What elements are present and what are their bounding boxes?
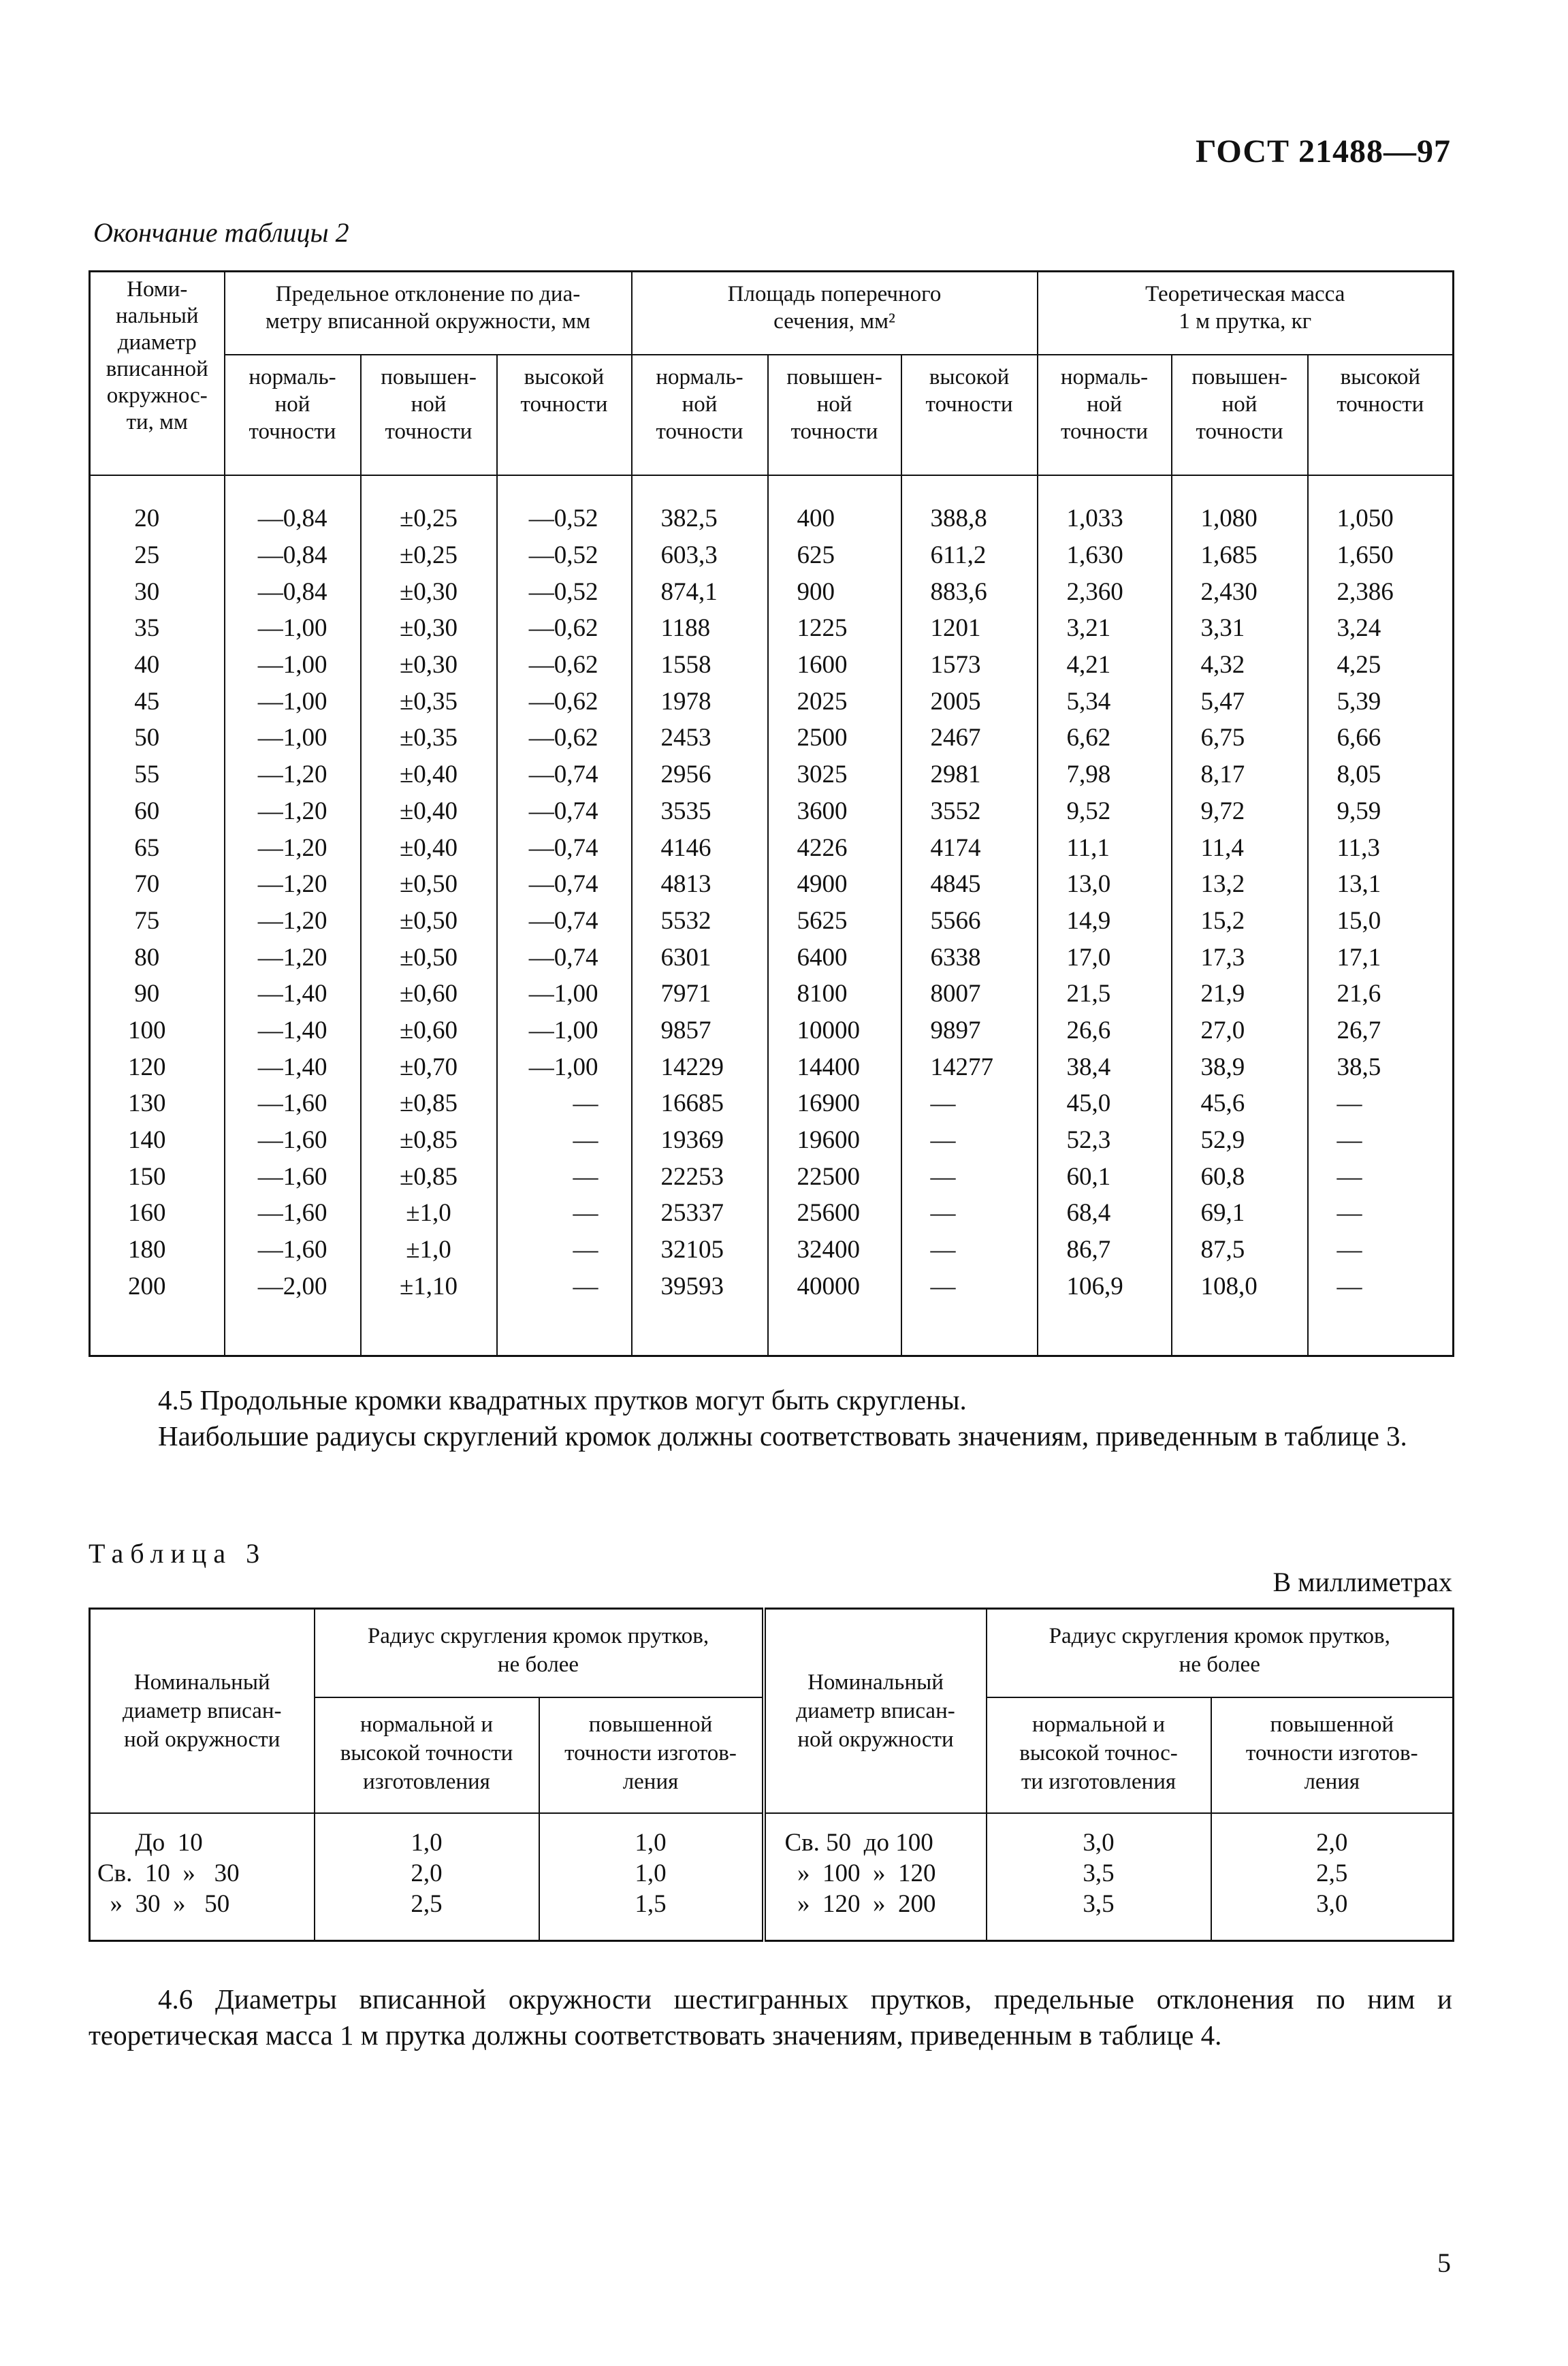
table-cell: 52,9 bbox=[1172, 1122, 1308, 1159]
table-cell: 3535 bbox=[632, 793, 768, 830]
table-cell: 625 bbox=[768, 537, 901, 574]
table-row bbox=[90, 1268, 1454, 1305]
table-cell: —0,62 bbox=[497, 610, 632, 647]
table-cell: 3,31 bbox=[1172, 610, 1308, 647]
table-cell: 1600 bbox=[768, 647, 901, 684]
table-cell: 388,8 bbox=[901, 500, 1038, 537]
table-cell: 14229 bbox=[632, 1049, 768, 1085]
table-cell: —1,00 bbox=[225, 683, 361, 720]
header-nominal-diameter-left: Номинальный диаметр вписан- ной окружности bbox=[90, 1609, 315, 1814]
table-cell: 1558 bbox=[632, 647, 768, 684]
table-row bbox=[90, 683, 1454, 720]
table-cell: 9,52 bbox=[1038, 793, 1172, 830]
table-cell: — bbox=[1308, 1232, 1454, 1268]
table-cell: — bbox=[497, 1085, 632, 1122]
table-cell: 900 bbox=[768, 573, 901, 610]
table-cell: 9,59 bbox=[1308, 793, 1454, 830]
table-cell: 5,39 bbox=[1308, 683, 1454, 720]
table-cell: — bbox=[901, 1268, 1038, 1305]
table-row bbox=[90, 1122, 1454, 1159]
subheader-high-accuracy: высокой точности bbox=[497, 355, 632, 475]
table-cell: 4813 bbox=[632, 866, 768, 903]
paragraph-4-5: 4.5 Продольные кромки квадратных прутков могут быть скруглены. bbox=[158, 1384, 967, 1416]
table-cell: —1,20 bbox=[225, 866, 361, 903]
table-row bbox=[90, 793, 1454, 830]
table-cell: —1,20 bbox=[225, 903, 361, 940]
subheader-normal-accuracy: нормаль- ной точности bbox=[1038, 355, 1172, 475]
table-cell: — bbox=[1308, 1085, 1454, 1122]
table-cell: 38,4 bbox=[1038, 1049, 1172, 1085]
table-cell: —1,60 bbox=[225, 1158, 361, 1195]
table-cell: 1,630 bbox=[1038, 537, 1172, 574]
table-cell: 5532 bbox=[632, 903, 768, 940]
table-row bbox=[90, 756, 1454, 793]
table-cell: —1,60 bbox=[225, 1195, 361, 1232]
table-cell: 6,75 bbox=[1172, 720, 1308, 756]
table-cell: 106,9 bbox=[1038, 1268, 1172, 1305]
table-cell: 21,9 bbox=[1172, 976, 1308, 1012]
table-cell: 200 bbox=[90, 1268, 225, 1305]
table-cell: ±0,50 bbox=[361, 866, 497, 903]
table-cell: — bbox=[1308, 1122, 1454, 1159]
paragraph-4-6: 4.6 Диаметры вписанной окружности шестигранных прутков, предельные отклонения по ним и теоретическая масса 1 м прутка должны соответствовать значениям, приведенным в таблице 4. bbox=[89, 1983, 1452, 2051]
table-cell: 2981 bbox=[901, 756, 1038, 793]
table-cell: 6301 bbox=[632, 939, 768, 976]
table-cell: 7971 bbox=[632, 976, 768, 1012]
table-cell: 6,62 bbox=[1038, 720, 1172, 756]
table-cell: 4226 bbox=[768, 829, 901, 866]
table-cell: 5566 bbox=[901, 903, 1038, 940]
table-row bbox=[90, 573, 1454, 610]
page-number: 5 bbox=[1437, 2248, 1451, 2278]
table-row-spacer bbox=[90, 475, 1454, 500]
table-row bbox=[90, 647, 1454, 684]
table-cell: 22500 bbox=[768, 1158, 901, 1195]
table-cell: 87,5 bbox=[1172, 1232, 1308, 1268]
header-radius-right: Радиус скругления кромок прутков, не более bbox=[987, 1609, 1454, 1698]
table-cell: 22253 bbox=[632, 1158, 768, 1195]
table-row bbox=[90, 720, 1454, 756]
table-cell: ±0,40 bbox=[361, 829, 497, 866]
table-cell: 11,3 bbox=[1308, 829, 1454, 866]
table-cell: 21,6 bbox=[1308, 976, 1454, 1012]
table-cell: 1188 bbox=[632, 610, 768, 647]
table-cell: ±1,0 bbox=[361, 1195, 497, 1232]
table-cell: 3025 bbox=[768, 756, 901, 793]
table-cell: 26,7 bbox=[1308, 1012, 1454, 1049]
table-cell: —1,20 bbox=[225, 829, 361, 866]
table-cell: 400 bbox=[768, 500, 901, 537]
table-cell: ±0,85 bbox=[361, 1085, 497, 1122]
table-cell: 4146 bbox=[632, 829, 768, 866]
table-cell: 17,1 bbox=[1308, 939, 1454, 976]
table-cell: 2,386 bbox=[1308, 573, 1454, 610]
table-cell: 14400 bbox=[768, 1049, 901, 1085]
table-row-spacer bbox=[90, 1305, 1454, 1356]
table-cell: ±0,70 bbox=[361, 1049, 497, 1085]
table-cell: 1,050 bbox=[1308, 500, 1454, 537]
table-cell: 13,1 bbox=[1308, 866, 1454, 903]
table-cell: 60,8 bbox=[1172, 1158, 1308, 1195]
table-cell: —1,00 bbox=[497, 1049, 632, 1085]
table-cell: 68,4 bbox=[1038, 1195, 1172, 1232]
table-3 bbox=[89, 1608, 1454, 1942]
table-cell: 21,5 bbox=[1038, 976, 1172, 1012]
table-cell: 14277 bbox=[901, 1049, 1038, 1085]
table-cell: 382,5 bbox=[632, 500, 768, 537]
subheader-normal-accuracy: нормаль- ной точности bbox=[225, 355, 361, 475]
table-cell: ±0,50 bbox=[361, 903, 497, 940]
table-cell: 19369 bbox=[632, 1122, 768, 1159]
table-cell: 9,72 bbox=[1172, 793, 1308, 830]
table-cell: 19600 bbox=[768, 1122, 901, 1159]
table-cell: 2,360 bbox=[1038, 573, 1172, 610]
table-cell: —0,84 bbox=[225, 573, 361, 610]
table-cell: — bbox=[497, 1122, 632, 1159]
table-cell: 2,430 bbox=[1172, 573, 1308, 610]
table-cell: 5,47 bbox=[1172, 683, 1308, 720]
table-cell: 16900 bbox=[768, 1085, 901, 1122]
table-cell: 611,2 bbox=[901, 537, 1038, 574]
table-cell: 15,2 bbox=[1172, 903, 1308, 940]
table-cell: ±0,30 bbox=[361, 647, 497, 684]
table-cell: —1,00 bbox=[225, 647, 361, 684]
table-row bbox=[90, 976, 1454, 1012]
table-cell: 69,1 bbox=[1172, 1195, 1308, 1232]
table-row bbox=[90, 1813, 1454, 1941]
subheader-increased-accuracy: повышен- ной точности bbox=[1172, 355, 1308, 475]
table-cell: 17,0 bbox=[1038, 939, 1172, 976]
table-cell: 603,3 bbox=[632, 537, 768, 574]
table-cell: 1573 bbox=[901, 647, 1038, 684]
table-cell: —1,60 bbox=[225, 1232, 361, 1268]
radius-increased-right: 2,0 2,5 3,0 bbox=[1211, 1813, 1454, 1941]
table-cell: 1,685 bbox=[1172, 537, 1308, 574]
table-cell: 11,4 bbox=[1172, 829, 1308, 866]
table-row bbox=[90, 537, 1454, 574]
subheader-normal-high-right: нормальной и высокой точнос- ти изготовления bbox=[987, 1697, 1211, 1813]
table-cell: 13,0 bbox=[1038, 866, 1172, 903]
table-cell: 8100 bbox=[768, 976, 901, 1012]
table-cell: ±1,0 bbox=[361, 1232, 497, 1268]
table-cell: 1201 bbox=[901, 610, 1038, 647]
subheader-increased-left: повышенной точности изготов- ления bbox=[539, 1697, 764, 1813]
table-cell: 9897 bbox=[901, 1012, 1038, 1049]
table-cell: —1,20 bbox=[225, 939, 361, 976]
table-cell: 4845 bbox=[901, 866, 1038, 903]
table-row bbox=[90, 1195, 1454, 1232]
table-cell: 25 bbox=[90, 537, 225, 574]
table-cell: —1,00 bbox=[225, 610, 361, 647]
table-cell: 13,2 bbox=[1172, 866, 1308, 903]
table-cell: 55 bbox=[90, 756, 225, 793]
table-cell: 80 bbox=[90, 939, 225, 976]
table-cell: — bbox=[497, 1158, 632, 1195]
table-cell: 100 bbox=[90, 1012, 225, 1049]
table-cell: 52,3 bbox=[1038, 1122, 1172, 1159]
table-cell: —0,62 bbox=[497, 720, 632, 756]
table-cell: — bbox=[901, 1195, 1038, 1232]
table-cell: 2025 bbox=[768, 683, 901, 720]
table-cell: — bbox=[901, 1085, 1038, 1122]
table-cell: 3,21 bbox=[1038, 610, 1172, 647]
header-radius-left: Радиус скругления кромок прутков, не более bbox=[315, 1609, 764, 1698]
table-cell: 8,05 bbox=[1308, 756, 1454, 793]
table-cell: 38,9 bbox=[1172, 1049, 1308, 1085]
table-cell: 1225 bbox=[768, 610, 901, 647]
table-cell: 108,0 bbox=[1172, 1268, 1308, 1305]
subheader-increased-accuracy: повышен- ной точности bbox=[361, 355, 497, 475]
table-cell: 60 bbox=[90, 793, 225, 830]
table-cell: 4,25 bbox=[1308, 647, 1454, 684]
radius-normal-high-right: 3,0 3,5 3,5 bbox=[987, 1813, 1211, 1941]
table-cell: 25600 bbox=[768, 1195, 901, 1232]
standard-designation: ГОСТ 21488—97 bbox=[1196, 133, 1451, 170]
table-cell: — bbox=[497, 1268, 632, 1305]
table-cell: ±0,60 bbox=[361, 976, 497, 1012]
table3-caption: Таблица 3 bbox=[89, 1538, 267, 1569]
header-limit-deviation: Предельное отклонение по диа- метру вписанной окружности, мм bbox=[225, 272, 632, 355]
table-cell: — bbox=[497, 1232, 632, 1268]
table-cell: ±0,25 bbox=[361, 500, 497, 537]
table-cell: 15,0 bbox=[1308, 903, 1454, 940]
table-cell: 2005 bbox=[901, 683, 1038, 720]
table-cell: 6400 bbox=[768, 939, 901, 976]
table-cell: —1,40 bbox=[225, 976, 361, 1012]
table-cell: 7,98 bbox=[1038, 756, 1172, 793]
table-cell: 5625 bbox=[768, 903, 901, 940]
subheader-increased-accuracy: повышен- ной точности bbox=[768, 355, 901, 475]
table-cell: 32105 bbox=[632, 1232, 768, 1268]
table-cell: 26,6 bbox=[1038, 1012, 1172, 1049]
table-cell: ±0,35 bbox=[361, 683, 497, 720]
header-nominal-diameter-right: Номинальный диаметр вписан- ной окружности bbox=[764, 1609, 987, 1814]
table-cell: 27,0 bbox=[1172, 1012, 1308, 1049]
paragraph-4-5-continued: Наибольшие радиусы скруглений кромок должны соответствовать значениям, приведенным в таблице 3. bbox=[158, 1420, 1407, 1452]
table-cell: 3552 bbox=[901, 793, 1038, 830]
table-cell: —0,74 bbox=[497, 939, 632, 976]
table-cell: 20 bbox=[90, 500, 225, 537]
table-cell: 130 bbox=[90, 1085, 225, 1122]
table-cell: 2453 bbox=[632, 720, 768, 756]
subheader-high-accuracy: высокой точности bbox=[1308, 355, 1454, 475]
table-cell: —1,20 bbox=[225, 793, 361, 830]
table-cell: —1,20 bbox=[225, 756, 361, 793]
table-cell: 30 bbox=[90, 573, 225, 610]
table2-caption: Окончание таблицы 2 bbox=[93, 217, 349, 248]
table-cell: 1978 bbox=[632, 683, 768, 720]
table-cell: — bbox=[901, 1158, 1038, 1195]
table-cell: 4174 bbox=[901, 829, 1038, 866]
table-cell: 32400 bbox=[768, 1232, 901, 1268]
table-cell: 11,1 bbox=[1038, 829, 1172, 866]
table-cell: 90 bbox=[90, 976, 225, 1012]
table-cell: 40000 bbox=[768, 1268, 901, 1305]
table-cell: ±0,40 bbox=[361, 756, 497, 793]
table-row bbox=[90, 1012, 1454, 1049]
subheader-normal-high-left: нормальной и высокой точности изготовления bbox=[315, 1697, 539, 1813]
table-2 bbox=[89, 270, 1454, 1357]
table-cell: 70 bbox=[90, 866, 225, 903]
table-cell: —0,62 bbox=[497, 647, 632, 684]
table-cell: 60,1 bbox=[1038, 1158, 1172, 1195]
table-cell: 40 bbox=[90, 647, 225, 684]
table-cell: 45 bbox=[90, 683, 225, 720]
table-cell: —1,00 bbox=[225, 720, 361, 756]
table-cell: ±0,30 bbox=[361, 573, 497, 610]
table-cell: 4,32 bbox=[1172, 647, 1308, 684]
table-cell: 883,6 bbox=[901, 573, 1038, 610]
table-cell: 25337 bbox=[632, 1195, 768, 1232]
table-cell: —1,40 bbox=[225, 1012, 361, 1049]
table-cell: —0,84 bbox=[225, 500, 361, 537]
table-cell: 10000 bbox=[768, 1012, 901, 1049]
table-cell: 120 bbox=[90, 1049, 225, 1085]
table3-unit: В миллиметрах bbox=[1273, 1567, 1452, 1597]
header-cross-section-area: Площадь поперечного сечения, мм² bbox=[632, 272, 1038, 355]
table-cell: 38,5 bbox=[1308, 1049, 1454, 1085]
table-cell: 4,21 bbox=[1038, 647, 1172, 684]
table-cell: 2500 bbox=[768, 720, 901, 756]
header-theoretical-mass: Теоретическая масса 1 м прутка, кг bbox=[1038, 272, 1454, 355]
table-cell: 180 bbox=[90, 1232, 225, 1268]
table-cell: 45,6 bbox=[1172, 1085, 1308, 1122]
table-cell: 65 bbox=[90, 829, 225, 866]
table-row bbox=[90, 610, 1454, 647]
subheader-high-accuracy: высокой точности bbox=[901, 355, 1038, 475]
header-nominal-diameter: Номи- нальный диаметр вписанной окружнос- ти, мм bbox=[90, 272, 225, 476]
table-cell: 1,080 bbox=[1172, 500, 1308, 537]
table-cell: ±0,85 bbox=[361, 1122, 497, 1159]
table-cell: 6338 bbox=[901, 939, 1038, 976]
table-row bbox=[90, 1232, 1454, 1268]
table-cell: 6,66 bbox=[1308, 720, 1454, 756]
table-cell: 3600 bbox=[768, 793, 901, 830]
table-cell: —0,74 bbox=[497, 829, 632, 866]
table-cell: —1,60 bbox=[225, 1122, 361, 1159]
subheader-normal-accuracy: нормаль- ной точности bbox=[632, 355, 768, 475]
table-cell: 35 bbox=[90, 610, 225, 647]
table-cell: —0,74 bbox=[497, 756, 632, 793]
table-cell: —0,62 bbox=[497, 683, 632, 720]
table-cell: ±0,30 bbox=[361, 610, 497, 647]
table-cell: 8,17 bbox=[1172, 756, 1308, 793]
table-cell: 2956 bbox=[632, 756, 768, 793]
table-cell: —1,40 bbox=[225, 1049, 361, 1085]
table-cell: — bbox=[1308, 1268, 1454, 1305]
table-cell: 39593 bbox=[632, 1268, 768, 1305]
table-cell: 75 bbox=[90, 903, 225, 940]
table-cell: 160 bbox=[90, 1195, 225, 1232]
table-row bbox=[90, 500, 1454, 537]
table-cell: 50 bbox=[90, 720, 225, 756]
radius-normal-high-left: 1,0 2,0 2,5 bbox=[315, 1813, 539, 1941]
diameter-range-left: До 10 Св. 10 » 30 » 30 » 50 bbox=[90, 1813, 315, 1941]
table-cell: — bbox=[497, 1195, 632, 1232]
subheader-increased-right: повышенной точности изготов- ления bbox=[1211, 1697, 1454, 1813]
table-cell: —0,84 bbox=[225, 537, 361, 574]
table-cell: 17,3 bbox=[1172, 939, 1308, 976]
table-cell: — bbox=[1308, 1195, 1454, 1232]
table-cell: —0,74 bbox=[497, 793, 632, 830]
table-cell: ±0,35 bbox=[361, 720, 497, 756]
table-cell: —1,00 bbox=[497, 1012, 632, 1049]
table-cell: 9857 bbox=[632, 1012, 768, 1049]
table-cell: 150 bbox=[90, 1158, 225, 1195]
table-cell: ±1,10 bbox=[361, 1268, 497, 1305]
table-cell: —0,52 bbox=[497, 537, 632, 574]
table-cell: —1,60 bbox=[225, 1085, 361, 1122]
table-cell: —1,00 bbox=[497, 976, 632, 1012]
table-cell: 3,24 bbox=[1308, 610, 1454, 647]
table-cell: —0,52 bbox=[497, 573, 632, 610]
table-cell: 16685 bbox=[632, 1085, 768, 1122]
table-row bbox=[90, 1085, 1454, 1122]
table-cell: —0,74 bbox=[497, 866, 632, 903]
table-cell: — bbox=[901, 1232, 1038, 1268]
table-cell: ±0,85 bbox=[361, 1158, 497, 1195]
table-row bbox=[90, 939, 1454, 976]
table-cell: — bbox=[901, 1122, 1038, 1159]
table-cell: 8007 bbox=[901, 976, 1038, 1012]
table-cell: 874,1 bbox=[632, 573, 768, 610]
table-cell: ±0,40 bbox=[361, 793, 497, 830]
table-cell: 14,9 bbox=[1038, 903, 1172, 940]
table-cell: 86,7 bbox=[1038, 1232, 1172, 1268]
radius-increased-left: 1,0 1,0 1,5 bbox=[539, 1813, 764, 1941]
table-row bbox=[90, 1049, 1454, 1085]
table-cell: 1,033 bbox=[1038, 500, 1172, 537]
table-cell: ±0,60 bbox=[361, 1012, 497, 1049]
table-row bbox=[90, 1158, 1454, 1195]
table-cell: ±0,50 bbox=[361, 939, 497, 976]
table-row bbox=[90, 866, 1454, 903]
table-cell: 1,650 bbox=[1308, 537, 1454, 574]
table-cell: —0,74 bbox=[497, 903, 632, 940]
table-cell: ±0,25 bbox=[361, 537, 497, 574]
table-cell: — bbox=[1308, 1158, 1454, 1195]
diameter-range-right: Св. 50 до 100 » 100 » 120 » 120 » 200 bbox=[764, 1813, 987, 1941]
table-row bbox=[90, 829, 1454, 866]
table-cell: 4900 bbox=[768, 866, 901, 903]
table-cell: —2,00 bbox=[225, 1268, 361, 1305]
table-cell: 2467 bbox=[901, 720, 1038, 756]
table-cell: 5,34 bbox=[1038, 683, 1172, 720]
table-cell: 45,0 bbox=[1038, 1085, 1172, 1122]
table2-body bbox=[90, 475, 1454, 1356]
table-cell: —0,52 bbox=[497, 500, 632, 537]
table-cell: 140 bbox=[90, 1122, 225, 1159]
table-row bbox=[90, 903, 1454, 940]
